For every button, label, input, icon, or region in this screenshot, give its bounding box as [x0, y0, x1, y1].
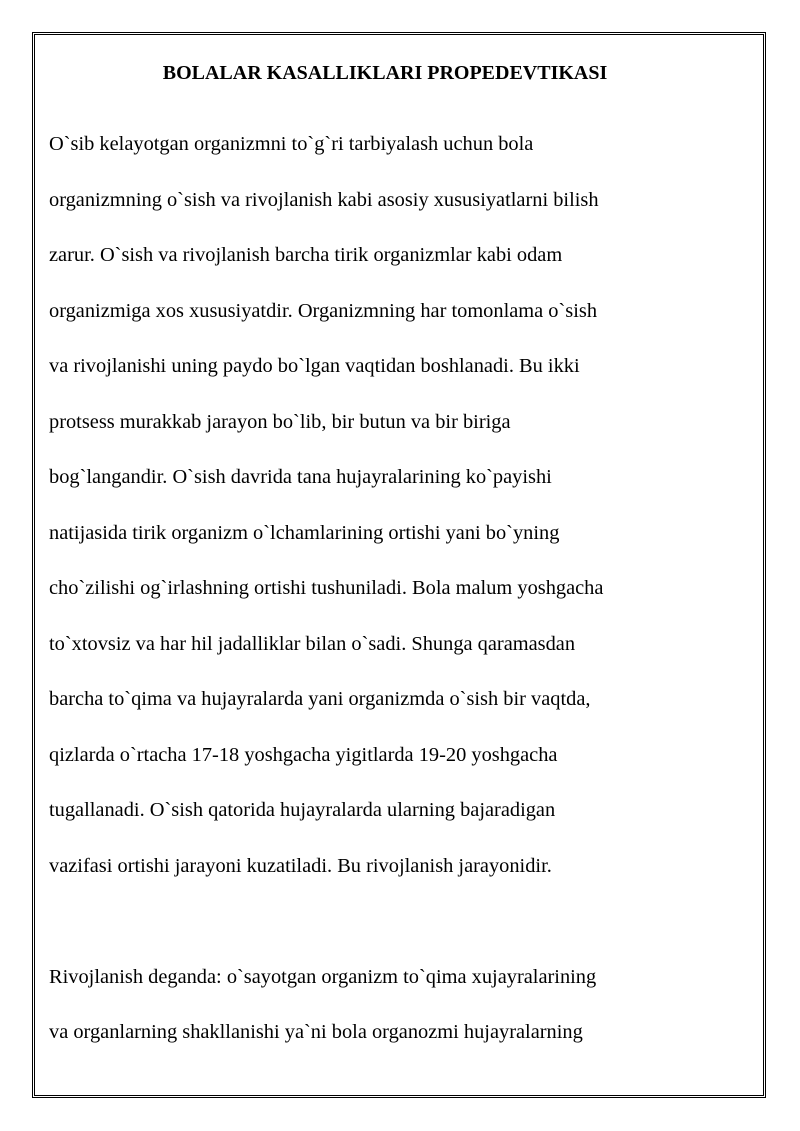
paragraph-1-line: tugallanadi. O`sish qatorida hujayralarda ularning bajaradigan	[49, 799, 556, 821]
paragraph-1-line: natijasida tirik organizm o`lchamlarining ortishi yani bo`yning	[49, 521, 560, 544]
paragraph-1-line: to`xtovsiz va har hil jadalliklar bilan o`sadi. Shunga qaramasdan	[49, 632, 576, 655]
paragraph-1-line: va rivojlanishi uning paydo bo`lgan vaqtidan boshlanadi. Bu ikki	[49, 355, 580, 377]
paragraph-1-line: vazifasi ortishi jarayoni kuzatiladi. Bu rivojlanish jarayonidir.	[49, 854, 552, 877]
paragraph-gap	[49, 894, 749, 950]
paragraph-1-line: zarur. O`sish va rivojlanish barcha tirik organizmlar kabi odam	[49, 244, 563, 266]
paragraph-1-line: qizlarda o`rtacha 17-18 yoshgacha yigitlarda 19-20 yoshgacha	[49, 743, 558, 766]
paragraph-2-line: va organlarning shakllanishi ya`ni bola organozmi hujayralarning	[49, 1021, 583, 1043]
paragraph-1-line: organizmning o`sish va rivojlanish kabi asosiy xususiyatlarni bilish	[49, 188, 599, 211]
page-title: BOLALAR KASALLIKLARI PROPEDEVTIKASI	[162, 62, 608, 84]
paragraph-1-line: bog`langandir. O`sish davrida tana hujayralarining ko`payishi	[49, 466, 552, 488]
body-text	[49, 117, 749, 1061]
paragraph-1-line: barcha to`qima va hujayralarda yani organizmda o`sish bir vaqtda,	[49, 688, 591, 710]
paragraph-1-line: organizmiga xos xususiyatdir. Organizmning har tomonlama o`sish	[49, 299, 598, 322]
paragraph-1-line: O`sib kelayotgan organizmni to`g`ri tarbiyalash uchun bola	[49, 133, 534, 155]
page-frame	[32, 32, 766, 1098]
paragraph-2-line: Rivojlanish deganda: o`sayotgan organizm to`qima xujayralarining	[49, 965, 597, 988]
paragraph-1-line: cho`zilishi og`irlashning ortishi tushuniladi. Bola malum yoshgacha	[49, 577, 604, 599]
paragraph-1-line: protsess murakkab jarayon bo`lib, bir butun va bir biriga	[49, 410, 511, 433]
